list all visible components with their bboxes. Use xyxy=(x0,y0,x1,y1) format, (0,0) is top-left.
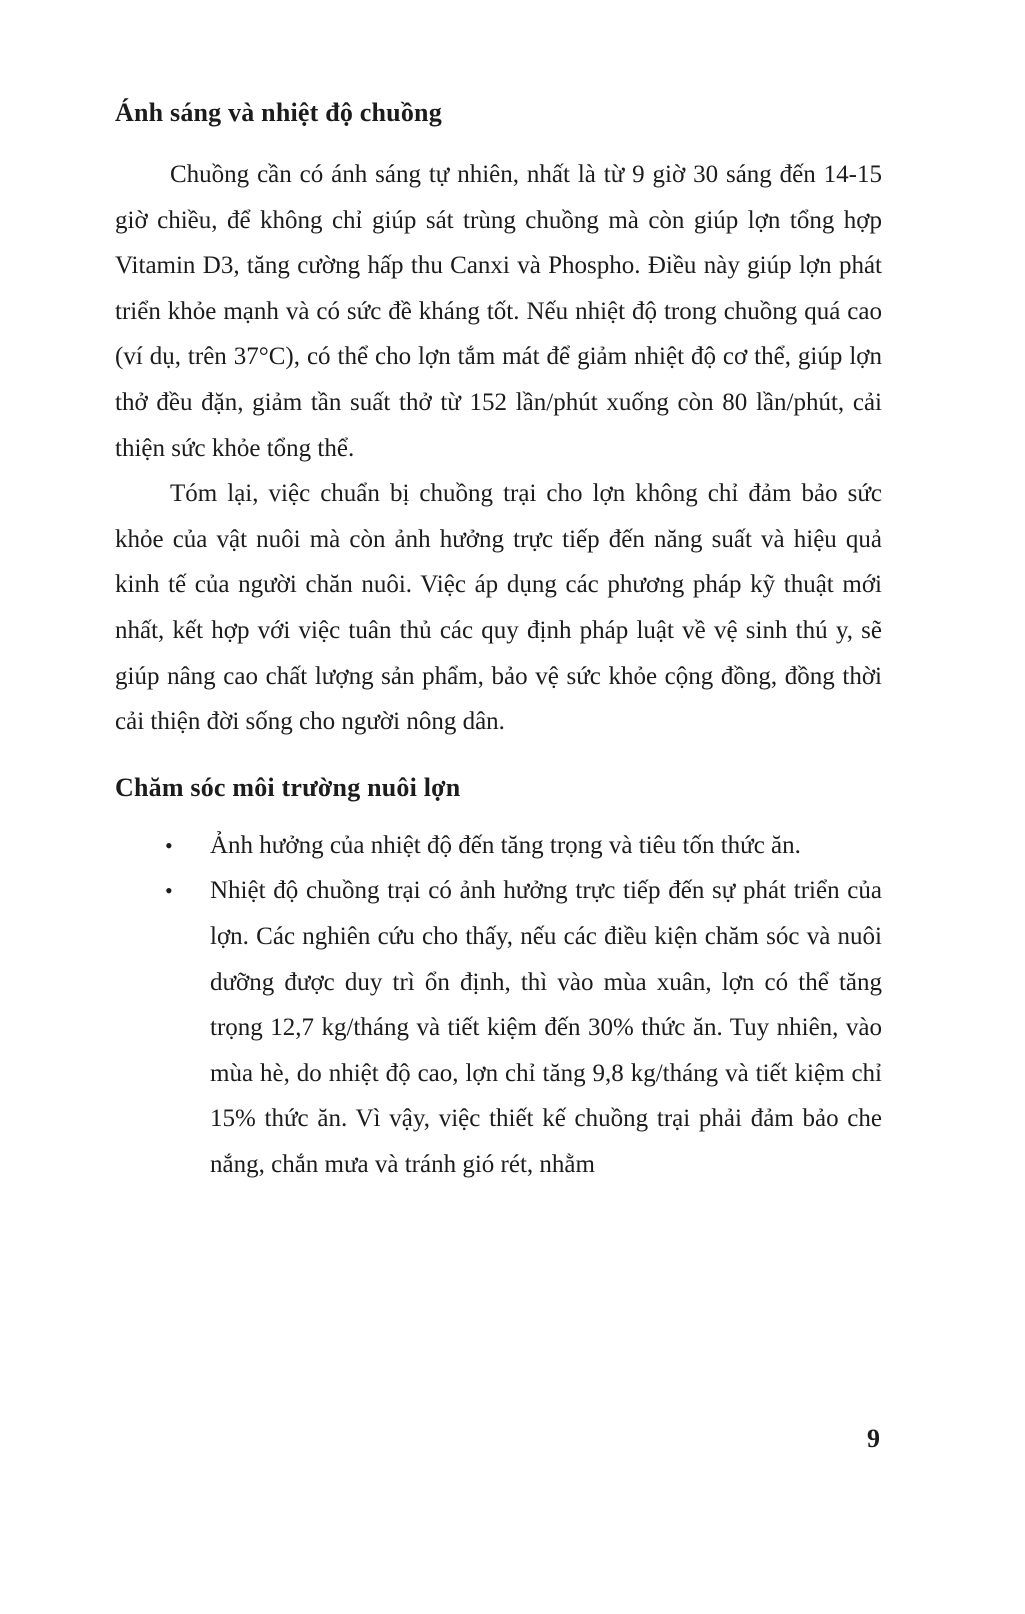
list-item xyxy=(115,868,882,1187)
paragraph-lighting-temperature: Chuồng cần có ánh sáng tự nhiên, nhất là từ 9 giờ 30 sáng đến 14-15 giờ chiều, để không chỉ giúp sát trùng chuồng mà còn giúp lợn tổng hợp Vitamin D3, tăng cường hấp thu Canxi và Phospho. Điều này giúp lợn phát triển khỏe mạnh và có sức đề kháng tốt. Nếu nhiệt độ trong chuồng quá cao (ví dụ, trên 37°C), có thể cho lợn tắm mát để giảm nhiệt độ cơ thể, giúp lợn thở đều đặn, giảm tần suất thở từ 152 lần/phút xuống còn 80 lần/phút, cải thiện sức khỏe tổng thể. xyxy=(115,161,882,462)
section-heading-light-temperature: Ánh sáng và nhiệt độ chuồng xyxy=(115,98,442,127)
section-heading-environment-care: Chăm sóc môi trường nuôi lợn xyxy=(115,772,461,802)
list-item xyxy=(115,823,882,869)
bullet-list xyxy=(115,823,882,1188)
page-number: 9 xyxy=(867,1424,880,1453)
list-item-text: Ảnh hưởng của nhiệt độ đến tăng trọng và tiêu tốn thức ăn. xyxy=(210,831,801,859)
bullet-icon: • xyxy=(165,832,173,858)
paragraph-summary: Tóm lại, việc chuẩn bị chuồng trại cho lợn không chỉ đảm bảo sức khỏe của vật nuôi mà còn ảnh hưởng trực tiếp đến năng suất và hiệu quả kinh tế của người chăn nuôi. Việc áp dụng các phương pháp kỹ thuật mới nhất, kết hợp với việc tuân thủ các quy định pháp luật về vệ sinh thú y, sẽ giúp nâng cao chất lượng sản phẩm, bảo vệ sức khỏe cộng đồng, đồng thời cải thiện đời sống cho người nông dân. xyxy=(115,480,882,736)
bullet-icon: • xyxy=(165,878,173,904)
list-item-text: Nhiệt độ chuồng trại có ảnh hưởng trực tiếp đến sự phát triển của lợn. Các nghiên cứu cho thấy, nếu các điều kiện chăm sóc và nuôi dưỡng được duy trì ổn định, thì vào mùa xuân, lợn có thể tăng trọng 12,7 kg/tháng và tiết kiệm đến 30% thức ăn. Tuy nhiên, vào mùa hè, do nhiệt độ cao, lợn chỉ tăng 9,8 kg/tháng và tiết kiệm chỉ 15% thức ăn. Vì vậy, việc thiết kế chuồng trại phải đảm bảo che nắng, chắn mưa và tránh gió rét, nhằm xyxy=(210,877,882,1178)
